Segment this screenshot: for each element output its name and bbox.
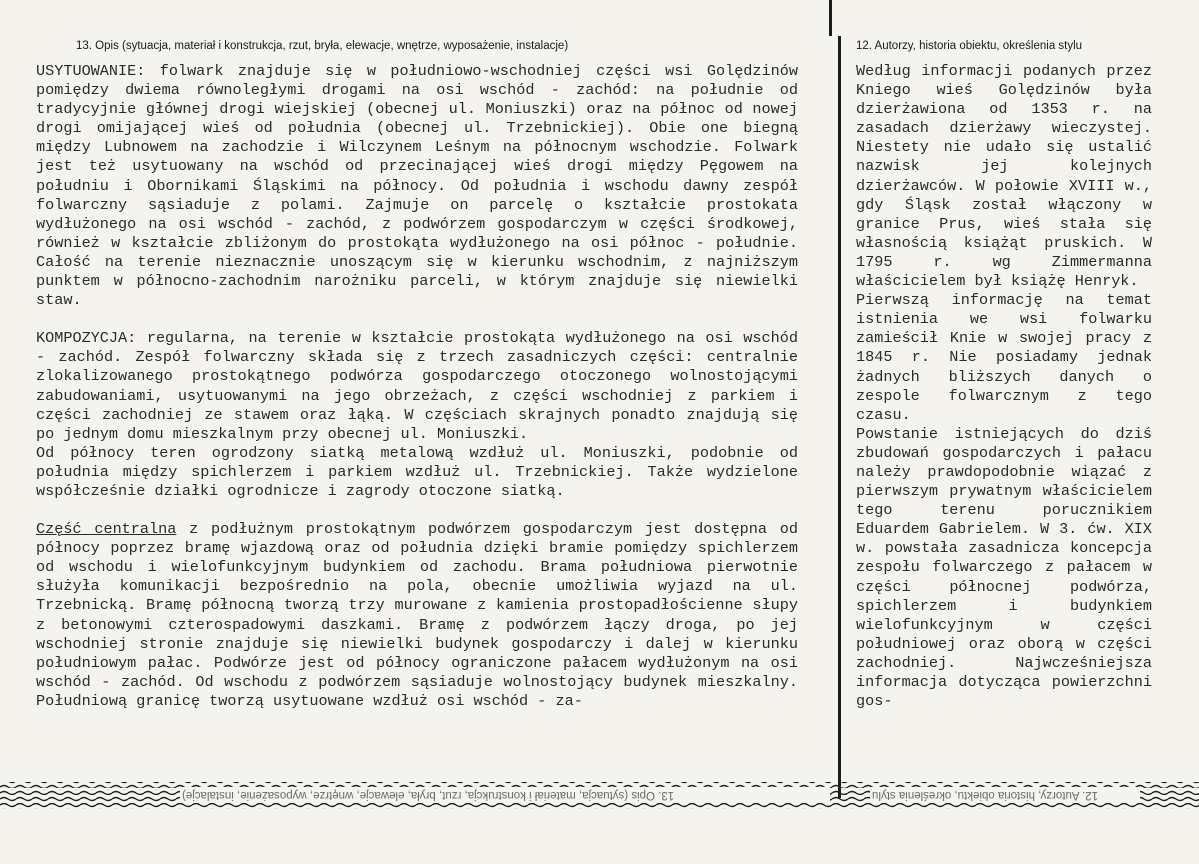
- central-part-paragraph: [36, 520, 798, 711]
- central-part-label: Część centralna: [36, 520, 177, 539]
- history-paragraph-2: Pierwszą informację na temat istnienia we wsi folwarku zamieścił Knie w swojej pracy z 1845 r. Nie posiadamy jednak żadnych bliższych danych o zespole folwarcznym z tego czasu.: [856, 291, 1152, 424]
- section-12-header: 12. Autorzy, historia obiektu, określenia stylu: [856, 40, 1083, 52]
- history-paragraph-3: Powstanie istniejących do dziś zbudowań gospodarczych i pałacu należy prawdopodobnie wiązać z pierwszym prywatnym właścicielem tego terenu porucznikiem Eduardem Gabrielem. W 3. ćw. XIX w. powstała zasadnicza koncepcja zespołu folwarczego z pałacem w części północnej podwórza, spichlerzem i budynkiem wielofunkcyjnym w części południowej oraz oborą w części zachodniej. Najwcześniejsza informacja dotycząca powierzchni gos-: [856, 424, 1152, 711]
- column-divider-main: [838, 36, 841, 798]
- kompozycja-paragraph: KOMPOZYCJA: regularna, na terenie w kształcie prostokąta wydłużonego na osi wschód - zachód. Zespół folwarczny składa się z trzech zasadniczych części: centralnie zlokalizowanego prostokątnego podwórza gospodarczego otoczonego wolnostojącymi zabudowaniami, usytuowanymi na jego obrzeżach, z części wschodniej z parkiem i części zachodniej ze stawem oraz łąką. W częściach skrajnych ponadto znajdują się po jednym domu mieszkalnym przy obecnej ul. Moniuszki.: [36, 329, 798, 443]
- description-column: [36, 62, 798, 711]
- history-column: [856, 62, 1152, 711]
- usytuowanie-paragraph: USYTUOWANIE: folwark znajduje się w południowo-wschodniej części wsi Golędzinów pomiędzy dwiema równoległymi drogami na osi wschód - zachód: na południe od tradycyjnie głównej drogi wiejskiej (obecnej ul. Moniuszki) oraz na północ od nowej drogi omijającej wieś od południa (obecnej ul. Trzebnickiej). Obie one biegną między Lubnowem na zachodzie i Wilczynem Leśnym na północnym wschodzie. Folwark jest też usytuowany na wschód od przecinającej wieś drogi między Pęgowem na południu i Obornikami Śląskimi na północy. Od południa i wschodu dawny zespół folwarczny sąsiaduje z polami. Zajmuje on parcelę o kształcie prostokata wydłużonego na osi wschód - zachód, z podwórzem gospodarczym w części środkowej, również w kształcie zbliżonym do prostokąta wydłużonego na osi północ - południe. Całość na terenie nieznacznie unoszącym się w kierunku wschodnim, z najniższym punktem w północno-zachodnim narożniku parceli, w którym znajduje się niewielki staw.: [36, 62, 798, 310]
- mirrored-section-12-header: 12. Autorzy, historia obiektu, określenia stylu: [872, 789, 1099, 801]
- column-divider: [829, 0, 832, 36]
- central-part-text: z podłużnym prostokątnym podwórzem gospodarczym jest dostępna od północy poprzez bramę wjazdową oraz od południa dzięki bramie pomiędzy spichlerzem od wschodu i wielofunkcyjnym budynkiem od zachodu. Brama południowa pierwotnie służyła komunikacji bezpośrednio na pola, obecnie umożliwia wyjazd na ul. Trzebnicką. Bramę północną tworzą trzy murowane z kamienia prostopadłościenne słupy z betonowymi czterospadowymi daszkami. Bramę z podwórzem łączy droga, po jej wschodniej stronie znajduje się niewielki budynek gospodarczy i dalej w kierunku południowym pałac. Podwórze jest od północy ograniczone pałacem wydłużonym na osi wschód - zachód. Od wschodu z podwórzem sąsiaduje wolnostojący budynek mieszkalny. Południową granicę tworzą usytuowane wzdłuż osi wschód - za-: [36, 520, 798, 710]
- section-13-header: 13. Opis (sytuacja, materiał i konstrukcja, rzut, bryła, elewacje, wnętrze, wyposażenie, instalacje): [76, 40, 569, 52]
- fence-paragraph: Od północy teren ogrodzony siatką metalową wzdłuż ul. Moniuszki, podobnie od południa między spichlerzem i parkiem wzdłuż ul. Trzebnickiej. Także wydzielone współcześnie działki ogrodnicze i zagrody otoczone siatką.: [36, 443, 798, 500]
- decorative-wave-band: [0, 772, 1199, 832]
- mirrored-section-13-header: 13. Opis (sytuacja, materiał i konstrukcja, rzut, bryła, elewacje, wnętrze, wyposażenie, instalacje): [182, 789, 675, 801]
- history-paragraph-1: Według informacji podanych przez Kniego wieś Golędzinów była dzierżawiona od 1353 r. na zasadach dzierżawy wieczystej. Niestety nie udało się ustalić nazwisk jej kolejnych dzierżawców. W połowie XVIII w., gdy Śląsk został włączony w granice Prus, wieś stała się własnością książąt pruskich. W 1795 r. wg Zimmermanna właścicielem był książę Henryk.: [856, 62, 1152, 291]
